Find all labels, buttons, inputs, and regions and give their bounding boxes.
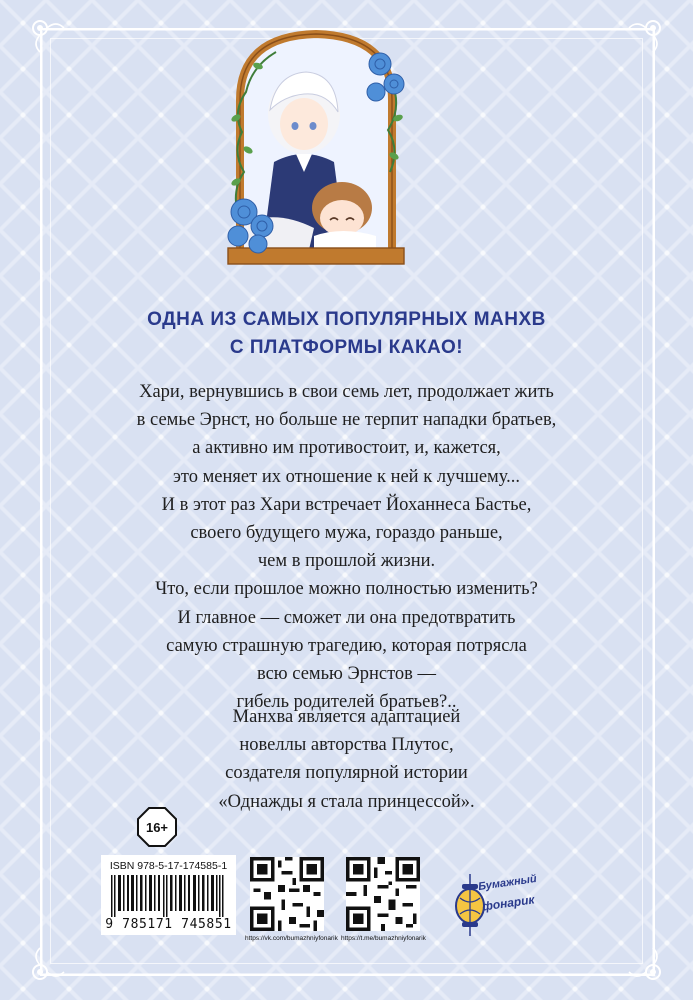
publisher-name-line-1: Бумажный xyxy=(477,872,538,894)
barcode-icon xyxy=(105,875,232,917)
synopsis-paragraph xyxy=(0,378,693,716)
publisher-name-line-2: фонарик xyxy=(481,892,536,914)
qr-url-telegram[interactable]: https://t.me/bumazhniyfonarik xyxy=(341,935,426,942)
synopsis-line: самую страшную трагедию, которая потрясла xyxy=(166,635,527,656)
headline-line-2: С ПЛАТФОРМЫ КАКАО! xyxy=(229,337,464,358)
age-rating: 16+ xyxy=(145,819,169,835)
about-line: создателя популярной истории xyxy=(225,763,468,784)
cover-illustration xyxy=(218,22,414,268)
barcode-box xyxy=(101,855,236,935)
synopsis-line: И главное — сможет ли она предотвратить xyxy=(177,607,516,628)
synopsis-line: всю семью Эрнстов — xyxy=(256,664,437,685)
ornament-corner-icon xyxy=(623,12,669,58)
about-line: новеллы авторства Плутос, xyxy=(239,735,454,756)
qr-code-icon xyxy=(346,857,420,931)
qr-url-vk[interactable]: https://vk.com/bumazhniyfonarik xyxy=(245,935,338,942)
synopsis-line: своего будущего мужа, гораздо раньше, xyxy=(190,523,503,544)
synopsis-line: а активно им противостоит, и, кажется, xyxy=(192,438,501,459)
synopsis-line: гибель родителей братьев?.. xyxy=(236,692,457,713)
ornament-corner-icon xyxy=(623,942,669,988)
synopsis-line: это меняет их отношение к ней к лучшему... xyxy=(172,466,521,487)
about-line: Манхва является адаптацией xyxy=(232,707,461,727)
synopsis-line: И в этот раз Хари встречает Йоханнеса Бастье, xyxy=(161,494,532,515)
about-paragraph xyxy=(0,703,693,816)
headline-line-1: ОДНА ИЗ САМЫХ ПОПУЛЯРНЫХ МАНХВ xyxy=(147,309,546,330)
synopsis-line: чем в прошлой жизни. xyxy=(257,551,436,572)
ean-digits: 9 785171 745851 xyxy=(105,917,232,932)
qr-code-icon xyxy=(250,857,324,931)
ornament-corner-icon xyxy=(24,942,70,988)
ornament-corner-icon xyxy=(24,12,70,58)
synopsis-line: Что, если прошлое можно полностью изменить? xyxy=(155,579,538,600)
synopsis-line: в семье Эрнст, но больше не терпит нападки братьев, xyxy=(136,410,557,431)
isbn-label: ISBN 978-5-17-174585-1 xyxy=(109,860,228,872)
about-line: «Однажды я стала принцессой». xyxy=(218,791,475,812)
synopsis-line: Хари, вернувшись в свои семь лет, продолжает жить xyxy=(139,382,554,402)
